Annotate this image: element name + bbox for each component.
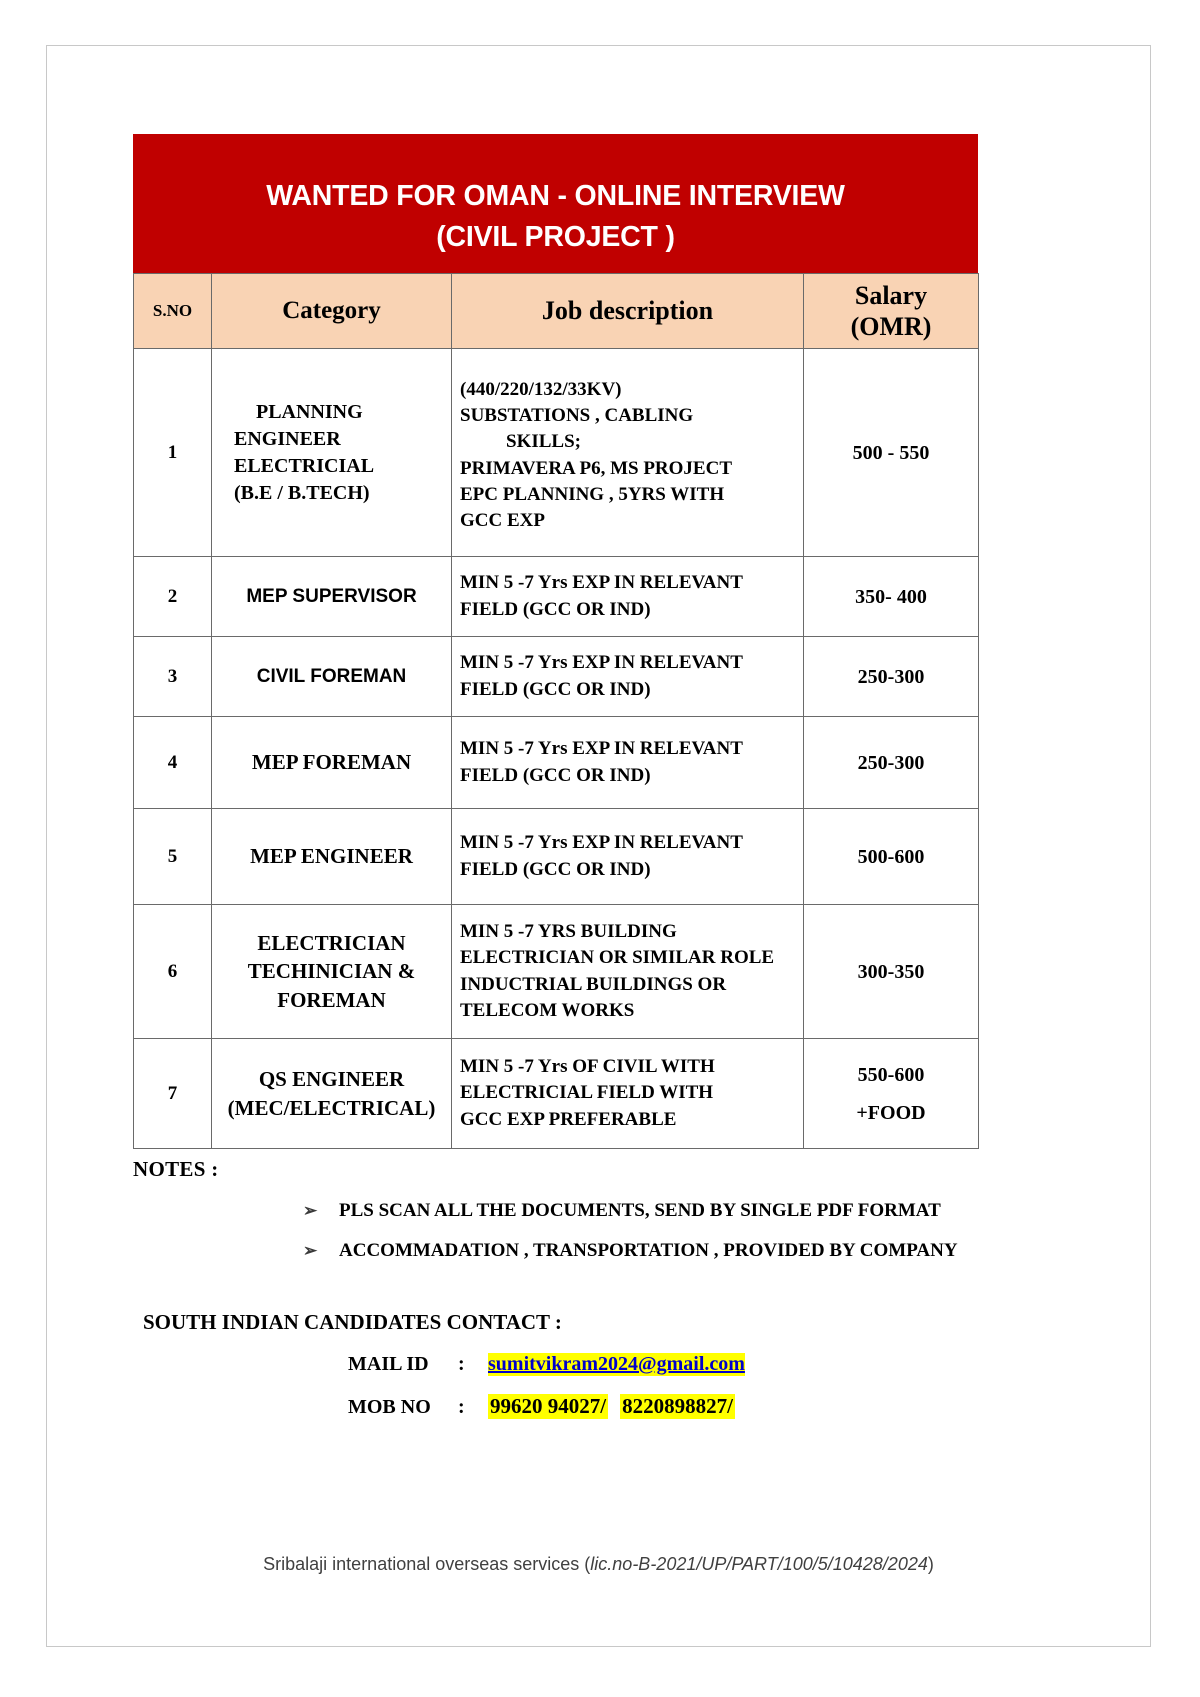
contact-row-mobile xyxy=(133,1394,978,1419)
job-line: (440/220/132/33KV) xyxy=(460,379,622,400)
job-line: ELECTRICIAN OR SIMILAR ROLE xyxy=(460,947,775,969)
mail-colon: : xyxy=(458,1353,465,1375)
page-frame xyxy=(46,45,1151,1647)
category-line: PLANNING xyxy=(256,400,363,423)
cell-sno: 6 xyxy=(134,905,212,1039)
note-text: ACCOMMADATION , TRANSPORTATION , PROVIDED BY COMPANY xyxy=(339,1240,958,1261)
cell-job-description xyxy=(452,557,804,637)
phone-number-1[interactable]: 99620 94027/ xyxy=(490,1394,607,1418)
cell-job-description xyxy=(452,809,804,905)
column-header-sno: S.NO xyxy=(134,273,212,348)
contact-row-mail xyxy=(133,1353,978,1376)
job-line: MIN 5 -7 Yrs OF CIVIL WITH xyxy=(460,1056,715,1078)
table-row xyxy=(134,349,979,557)
poster-content xyxy=(133,134,978,1419)
table-row xyxy=(134,905,979,1039)
salary-header-line2: (OMR) xyxy=(850,311,932,341)
cell-sno: 5 xyxy=(134,809,212,905)
job-line: FIELD (GCC OR IND) xyxy=(460,598,651,620)
cell-category: MEP ENGINEER xyxy=(212,809,452,905)
footer-company: Sribalaji international overseas services ( xyxy=(263,1554,591,1574)
table-header-row xyxy=(134,273,979,348)
note-text: PLS SCAN ALL THE DOCUMENTS, SEND BY SINGLE PDF FORMAT xyxy=(339,1200,941,1221)
cell-category xyxy=(212,349,452,557)
column-header-category: Category xyxy=(212,273,452,348)
cell-sno: 3 xyxy=(134,637,212,717)
job-line: PRIMAVERA P6, MS PROJECT xyxy=(460,457,732,479)
cell-salary: 250-300 xyxy=(804,637,979,717)
cell-job-description xyxy=(452,637,804,717)
email-link[interactable]: sumitvikram2024@gmail.com xyxy=(488,1353,745,1375)
cell-category xyxy=(212,905,452,1039)
table-row xyxy=(134,557,979,637)
salary-extra: +FOOD xyxy=(856,1101,926,1124)
footer-license: lic.no-B-2021/UP/PART/100/5/10428/2024 xyxy=(590,1554,928,1574)
column-header-job-description: Job description xyxy=(452,273,804,348)
cell-category: MEP FOREMAN xyxy=(212,717,452,809)
job-line: EPC PLANNING , 5YRS WITH xyxy=(460,483,725,505)
cell-sno: 7 xyxy=(134,1039,212,1149)
category-line: TECHINICIAN & xyxy=(247,959,416,984)
category-line: QS ENGINEER xyxy=(258,1067,405,1092)
cell-job-description xyxy=(452,905,804,1039)
category-line: FOREMAN xyxy=(277,987,386,1012)
cell-category: MEP SUPERVISOR xyxy=(212,557,452,637)
category-line: (B.E / B.TECH) xyxy=(234,481,370,504)
job-line: MIN 5 -7 Yrs EXP IN RELEVANT xyxy=(460,652,743,674)
list-item xyxy=(303,1200,978,1222)
list-item xyxy=(303,1240,978,1262)
job-line: SUBSTATIONS , CABLING xyxy=(460,405,694,427)
job-line: FIELD (GCC OR IND) xyxy=(460,678,651,700)
cell-salary: 300-350 xyxy=(804,905,979,1039)
footer-agency-line xyxy=(47,1554,1150,1575)
job-line: ELECTRICIAL FIELD WITH xyxy=(460,1082,714,1104)
salary-header-line1: Salary xyxy=(854,280,928,310)
mobile-label: MOB NO xyxy=(348,1396,431,1418)
job-line: MIN 5 -7 Yrs EXP IN RELEVANT xyxy=(460,738,743,760)
job-line: FIELD (GCC OR IND) xyxy=(460,858,651,880)
job-line: TELECOM WORKS xyxy=(460,999,635,1021)
category-line: ELECTRICIAL xyxy=(234,454,375,477)
job-line: GCC EXP PREFERABLE xyxy=(460,1108,677,1130)
job-line: MIN 5 -7 Yrs EXP IN RELEVANT xyxy=(460,832,743,854)
arrowhead-bullet-icon: ➢ xyxy=(303,1201,318,1220)
mail-label: MAIL ID xyxy=(348,1353,429,1375)
arrowhead-bullet-icon: ➢ xyxy=(303,1241,318,1260)
job-line: FIELD (GCC OR IND) xyxy=(460,764,651,786)
category-line: (MEC/ELECTRICAL) xyxy=(227,1095,436,1120)
notes-list xyxy=(133,1200,978,1262)
job-line: INDUCTRIAL BUILDINGS OR xyxy=(460,973,727,995)
table-row xyxy=(134,637,979,717)
job-line: MIN 5 -7 Yrs EXP IN RELEVANT xyxy=(460,572,743,594)
notes-label: NOTES : xyxy=(133,1157,219,1181)
column-header-salary xyxy=(804,273,979,348)
cell-job-description xyxy=(452,717,804,809)
poster-banner xyxy=(133,134,978,273)
cell-sno: 2 xyxy=(134,557,212,637)
category-line: ENGINEER xyxy=(234,427,341,450)
jobs-table xyxy=(133,273,979,1149)
cell-job-description xyxy=(452,349,804,557)
job-line: MIN 5 -7 YRS BUILDING xyxy=(460,921,677,943)
job-line: GCC EXP xyxy=(460,510,545,532)
phone-number-2[interactable]: 8220898827/ xyxy=(622,1394,733,1418)
job-line: SKILLS; xyxy=(506,431,581,453)
cell-salary: 500-600 xyxy=(804,809,979,905)
salary-value: 550-600 xyxy=(857,1063,925,1086)
banner-title-line2: (CIVIL PROJECT ) xyxy=(436,221,675,254)
table-row xyxy=(134,717,979,809)
cell-sno: 1 xyxy=(134,349,212,557)
footer-close-paren: ) xyxy=(927,1554,934,1574)
table-row xyxy=(134,809,979,905)
cell-job-description xyxy=(452,1039,804,1149)
category-line: ELECTRICIAN xyxy=(257,930,406,955)
table-row xyxy=(134,1039,979,1149)
cell-category xyxy=(212,1039,452,1149)
cell-category: CIVIL FOREMAN xyxy=(212,637,452,717)
contact-heading: SOUTH INDIAN CANDIDATES CONTACT : xyxy=(143,1310,562,1334)
cell-salary: 350- 400 xyxy=(804,557,979,637)
banner-title-line1: WANTED FOR OMAN - ONLINE INTERVIEW xyxy=(266,180,845,212)
mobile-colon: : xyxy=(458,1396,465,1418)
cell-salary: 250-300 xyxy=(804,717,979,809)
cell-salary xyxy=(804,1039,979,1149)
cell-sno: 4 xyxy=(134,717,212,809)
cell-salary: 500 - 550 xyxy=(804,349,979,557)
